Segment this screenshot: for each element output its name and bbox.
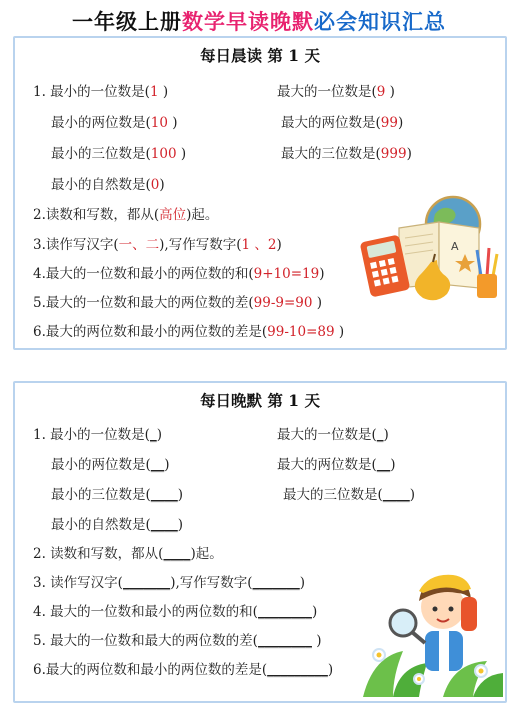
evening-item-max-three-digit: 最大的三位数是(____) [283,487,416,503]
student-with-magnifier-illustration [363,561,503,697]
morning-item-max-two-digit: 最大的两位数是(99) [281,115,404,131]
morning-item-max-one-digit: 最大的一位数是(9 ) [277,84,395,100]
morning-item-min-two-digit: 最小的两位数是(10 ) [51,115,178,131]
morning-item-two-digit-difference: 6.最大的两位数和最小的两位数的差是(99-10=89 ) [33,324,345,340]
morning-reading-panel [13,36,507,350]
morning-item-chinese-numerals: 3.读作写汉字(一、二),写作写数字(1 、2) [33,237,282,253]
morning-item-max-three-digit: 最大的三位数是(999) [281,146,412,162]
morning-heading: 每日晨读 第 1 天 [200,46,320,65]
evening-item-min-one-digit: 1. 最小的一位数是(_) [33,427,162,443]
evening-item-min-two-digit: 最小的两位数是(__) [51,457,170,473]
student-icon [419,575,477,671]
page-title: 一年级上册数学早读晚默必会知识汇总 [72,10,446,34]
magnifier-icon [390,610,425,643]
evening-item-chinese-numerals: 3. 读作写汉字(_______),写作写数字(_______) [33,575,306,591]
evening-item-max-one-digit: 最大的一位数是(_) [277,427,389,443]
evening-item-min-natural: 最小的自然数是(____) [51,517,184,533]
morning-item-min-three-digit: 最小的三位数是(100 ) [51,146,187,162]
evening-item-sum: 4. 最大的一位数和最小的两位数的和(________) [33,604,318,620]
morning-item-sum: 4.最大的一位数和最小的两位数的和(9+10=19) [33,266,325,282]
morning-item-read-write: 2.读数和写数，都从(高位)起。 [33,207,219,223]
evening-item-min-three-digit: 最小的三位数是(____) [51,487,184,503]
evening-recall-panel [13,381,507,703]
evening-item-read-write: 2. 读数和写数，都从(____)起。 [33,546,223,562]
morning-item-difference: 5.最大的一位数和最大的两位数的差(99-9=90 ) [33,295,323,311]
pencil-cup-icon [477,248,497,298]
morning-item-min-one-digit: 1. 最小的一位数是(1 ) [33,84,169,100]
evening-item-max-two-digit: 最大的两位数是(__) [277,457,396,473]
svg-text:A: A [451,240,459,253]
evening-item-difference: 5. 最大的一位数和最大的两位数的差(________ ) [33,633,322,649]
evening-heading: 每日晚默 第 1 天 [200,391,320,410]
morning-item-min-natural: 最小的自然数是(0) [51,177,165,193]
evening-item-two-digit-difference: 6.最大的两位数和最小的两位数的差是(_________) [33,662,334,678]
school-supplies-illustration [359,188,499,306]
